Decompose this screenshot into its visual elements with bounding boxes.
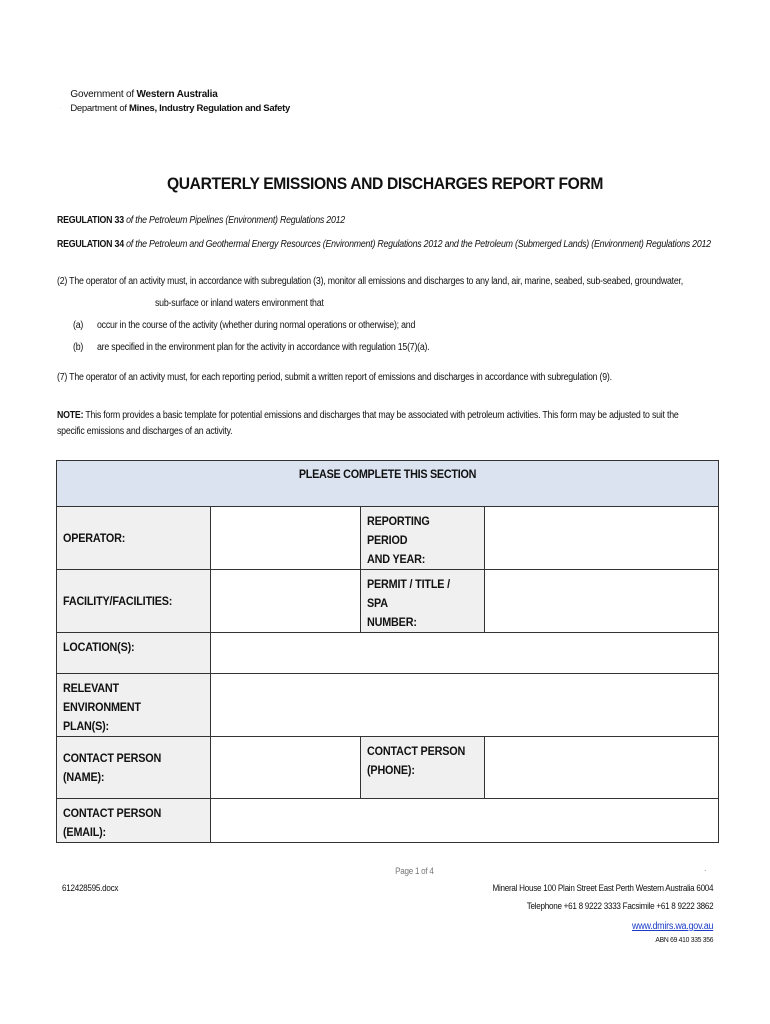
department-prefix: Department of <box>70 103 130 114</box>
department-title: Mines, Industry Regulation and Safety <box>129 103 290 114</box>
permit-label <box>361 570 485 633</box>
footer-dot: . <box>704 863 707 873</box>
regulation-34-text: of the Petroleum and Geothermal Energy Resources (Environment) Regulations 2012 and the Petroleum (Submerged Lands) (Environment) Regulations 2012 <box>123 239 711 250</box>
reporting-period-label-line-2: AND YEAR: <box>367 552 426 566</box>
permit-field[interactable] <box>485 570 719 633</box>
government-prefix: Government of <box>70 89 137 100</box>
clause-2-item-b-marker: (b) <box>73 342 84 353</box>
operator-label-text: OPERATOR: <box>63 530 126 545</box>
document-filename: 612428595.docx <box>62 883 119 893</box>
reporting-period-label <box>361 507 485 570</box>
clause-2-item-b-text: are specified in the environment plan for the activity in accordance with regulation 15(7)(a). <box>97 342 430 353</box>
clause-2-line-1: (2) The operator of an activity must, in accordance with subregulation (3), monitor all emissions and discharges to any land, air, marine, seabed, sub-seabed, groundwater, <box>57 276 683 287</box>
contact-email-label <box>57 799 211 843</box>
abn-number: ABN 69 410 335 356 <box>655 935 713 944</box>
location-label <box>57 633 211 674</box>
contact-name-field[interactable] <box>211 737 361 799</box>
location-label-text: LOCATION(S): <box>63 640 135 654</box>
facility-label-text: FACILITY/FACILITIES: <box>63 593 173 608</box>
clause-7: (7) The operator of an activity must, for each reporting period, submit a written report of emissions and discharges in accordance with subregulation (9). <box>57 372 612 383</box>
office-address: Mineral House 100 Plain Street East Perth Western Australia 6004 <box>492 883 713 893</box>
section-heading-text: PLEASE COMPLETE THIS SECTION <box>298 467 477 481</box>
section-heading <box>57 461 719 507</box>
location-field[interactable] <box>211 633 719 674</box>
regulation-33-text: of the Petroleum Pipelines (Environment) Regulations 2012 <box>123 215 345 226</box>
environment-plan-label <box>57 674 211 737</box>
contact-name-label-text: CONTACT PERSON (NAME): <box>63 750 162 784</box>
clause-2-item-a-marker: (a) <box>73 320 84 331</box>
note-label: NOTE: <box>57 410 84 421</box>
government-logo <box>60 68 290 148</box>
contact-email-field[interactable] <box>211 799 719 843</box>
contact-name-label <box>57 737 211 799</box>
note-line-2: specific emissions and discharges of an activity. <box>57 426 233 437</box>
facility-label <box>57 570 211 633</box>
website-link[interactable]: www.dmirs.wa.gov.au <box>631 921 713 932</box>
permit-label-line-1: PERMIT / TITLE / SPA <box>367 577 450 610</box>
contact-phone-label-line-2: (PHONE): <box>367 763 415 777</box>
contact-email-label-text: CONTACT PERSON (EMAIL): <box>63 806 162 839</box>
government-state: Western Australia <box>136 89 218 100</box>
note-line-1 <box>57 410 679 421</box>
regulation-34-label: REGULATION 34 <box>57 239 124 250</box>
page-indicator: Page 1 of 4 <box>395 866 434 876</box>
facility-field[interactable] <box>211 570 361 633</box>
phone-fax: Telephone +61 8 9222 3333 Facsimile +61 8 9222 3862 <box>526 901 713 911</box>
environment-plan-label-line-1: RELEVANT ENVIRONMENT <box>63 681 141 714</box>
regulation-33-line <box>57 215 345 226</box>
clause-2-item-a-text: occur in the course of the activity (whether during normal operations or otherwise); and <box>97 320 416 331</box>
reporting-period-field[interactable] <box>485 507 719 570</box>
regulation-33-label: REGULATION 33 <box>57 215 124 226</box>
operator-label <box>57 507 211 570</box>
regulation-34-line <box>57 239 711 250</box>
permit-label-line-2: NUMBER: <box>367 615 417 629</box>
contact-phone-field[interactable] <box>485 737 719 799</box>
form-title: QUARTERLY EMISSIONS AND DISCHARGES REPORT FORM <box>166 174 604 193</box>
operator-field[interactable] <box>211 507 361 570</box>
report-details-table <box>56 460 719 843</box>
clause-2-line-2: sub-surface or inland waters environment that <box>155 298 324 309</box>
contact-phone-label-line-1: CONTACT PERSON <box>367 744 466 758</box>
government-name <box>70 88 290 102</box>
environment-plan-field[interactable] <box>211 674 719 737</box>
environment-plan-label-line-2: PLAN(S): <box>63 719 109 733</box>
reporting-period-label-line-1: REPORTING PERIOD <box>367 514 430 547</box>
department-name <box>70 102 290 116</box>
contact-phone-label <box>361 737 485 799</box>
note-text-1: This form provides a basic template for potential emissions and discharges that may be associated with petroleum activities. This form may be adjusted to suit the <box>83 410 679 421</box>
